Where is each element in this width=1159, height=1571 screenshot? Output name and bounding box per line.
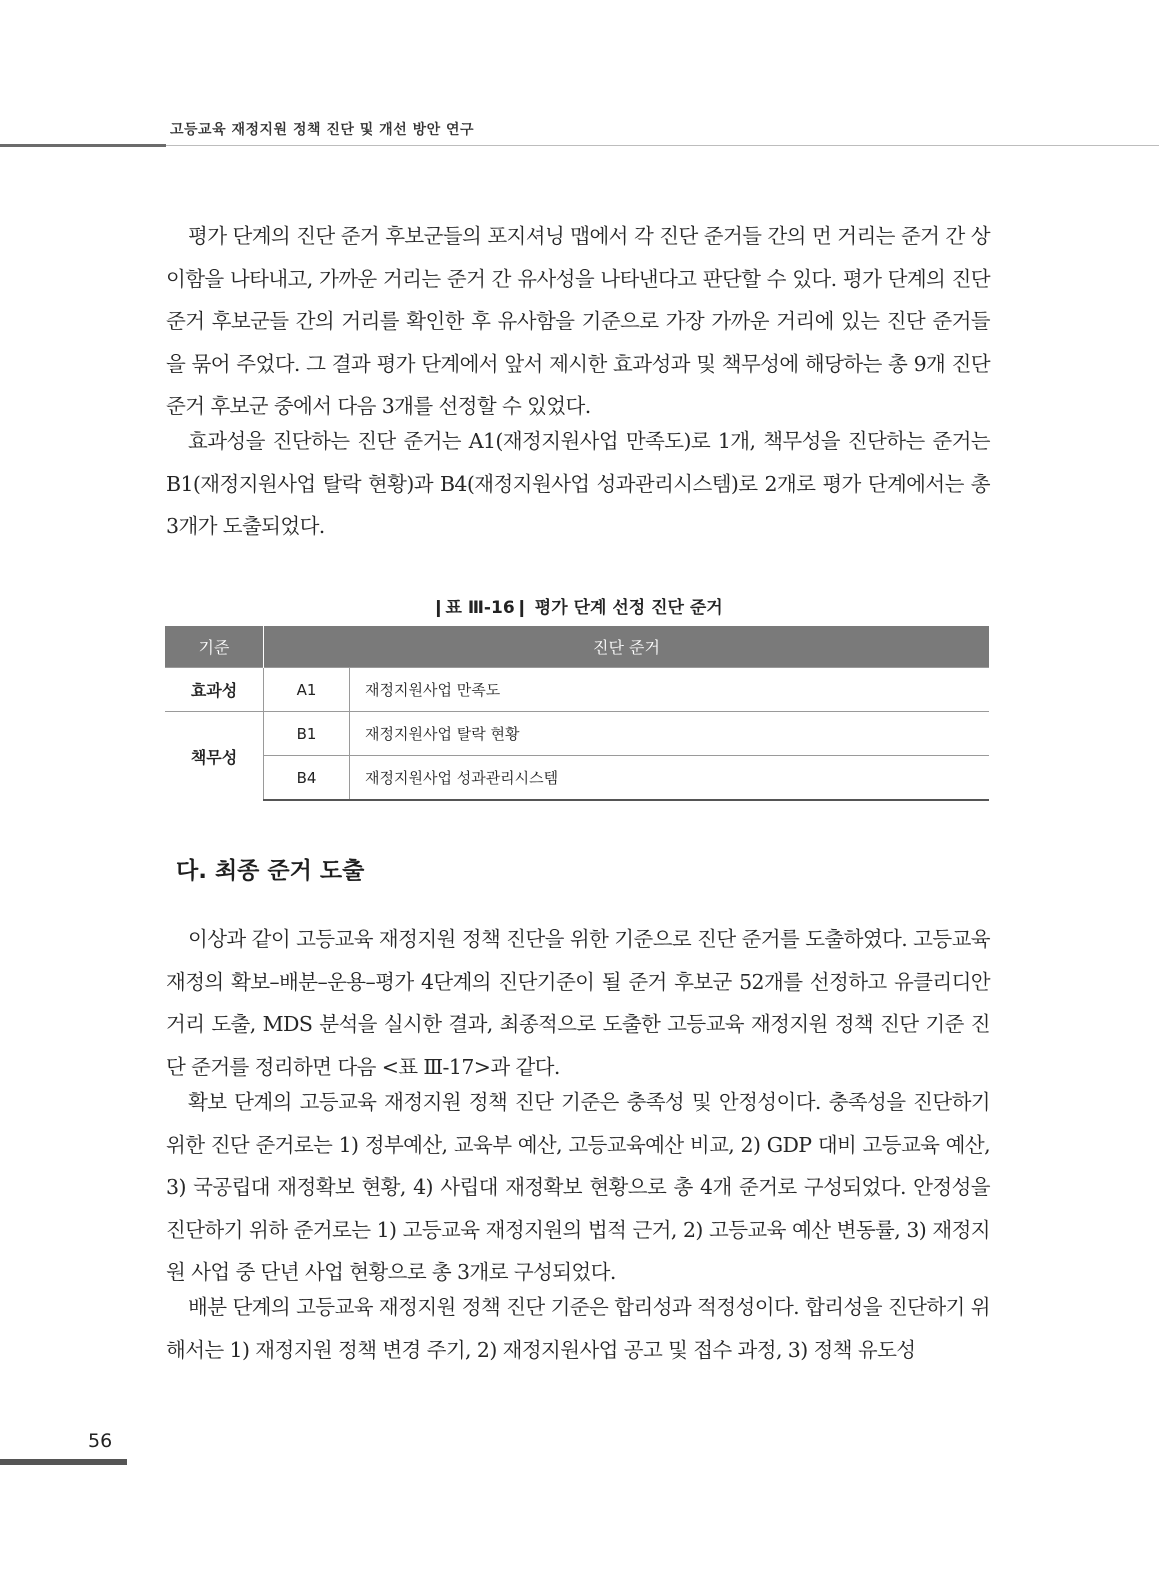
criteria-code-cell: A1 [264,668,350,712]
body-paragraph: 확보 단계의 고등교육 재정지원 정책 진단 기준은 충족성 및 안정성이다. 충족성을 진단하기 위한 진단 준거로는 1) 정부예산, 교육부 예산, 고등교육예산 비교, 2) GDP 대비 고등교육 예산, 3) 국공립대 재정확보 현황, 4) 사립대 재정확보 현황으로 총 4개 준거로 구성되었다. 안정성을 진단하기 위하 준거로는 1) 고등교육 재정지원의 법적 근거, 2) 고등교육 예산 변동률, 3) 재정지원 사업 중 단년 사업 현황으로 총 3개로 구성되었다. [166,1090,990,1284]
table-caption: ❙표 Ⅲ-16❙ 평가 단계 선정 진단 준거 [431,598,723,618]
criteria-description-cell: 재정지원사업 탈락 현황 [350,712,990,756]
criteria-code-cell: B4 [264,756,350,801]
section-heading: 다. 최종 준거 도출 [176,858,365,884]
body-paragraph: 평가 단계의 진단 준거 후보군들의 포지셔닝 맵에서 각 진단 준거들 간의 먼 거리는 준거 간 상이함을 나타내고, 가까운 거리는 준거 간 유사성을 나타낸다고 판단할 수 있다. 평가 단계의 진단 준거 후보군들 간의 거리를 확인한 후 유사함을 기준으로 가장 가까운 거리에 있는 진단 준거들을 묶어 주었다. 그 결과 평가 단계에서 앞서 제시한 효과성과 및 책무성에 해당하는 총 9개 진단 준거 후보군 중에서 다음 3개를 선정할 수 있었다. [166,224,990,418]
category-cell: 책무성 [165,712,264,801]
table-row [165,756,989,801]
body-paragraph: 배분 단계의 고등교육 재정지원 정책 진단 기준은 합리성과 적정성이다. 합리성을 진단하기 위해서는 1) 재정지원 정책 변경 주기, 2) 재정지원사업 공고 및 접수 과정, 3) 정책 유도성 [166,1295,990,1362]
header-rule [0,144,166,147]
table-row [165,712,989,756]
criteria-code-cell: B1 [264,712,350,756]
body-paragraph: 효과성을 진단하는 진단 준거는 A1(재정지원사업 만족도)로 1개, 책무성을 진단하는 준거는 B1(재정지원사업 탈락 현황)과 B4(재정지원사업 성과관리시스템)로 2개로 평가 단계에서는 총 3개가 도출되었다. [166,429,990,538]
criteria-table [165,626,989,801]
page-number: 56 [88,1430,113,1452]
criteria-description-cell: 재정지원사업 만족도 [350,668,990,712]
table-header-row [165,626,989,668]
criteria-description-cell: 재정지원사업 성과관리시스템 [350,756,990,801]
header-cell-category: 기준 [165,626,264,668]
running-header: 고등교육 재정지원 정책 진단 및 개선 방안 연구 [170,122,475,138]
table-row [165,668,989,712]
header-rule-thin [166,145,1159,146]
body-paragraph: 이상과 같이 고등교육 재정지원 정책 진단을 위한 기준으로 진단 준거를 도출하였다. 고등교육 재정의 확보–배분–운용–평가 4단계의 진단기준이 될 준거 후보군 52개를 선정하고 유클리디안 거리 도출, MDS 분석을 실시한 결과, 최종적으로 도출한 고등교육 재정지원 정책 진단 기준 진단 준거를 정리하면 다음 <표 Ⅲ-17>과 같다. [166,927,990,1079]
category-cell: 효과성 [165,668,264,712]
header-cell-criteria: 진단 준거 [264,626,990,668]
footer-rule [0,1459,127,1465]
